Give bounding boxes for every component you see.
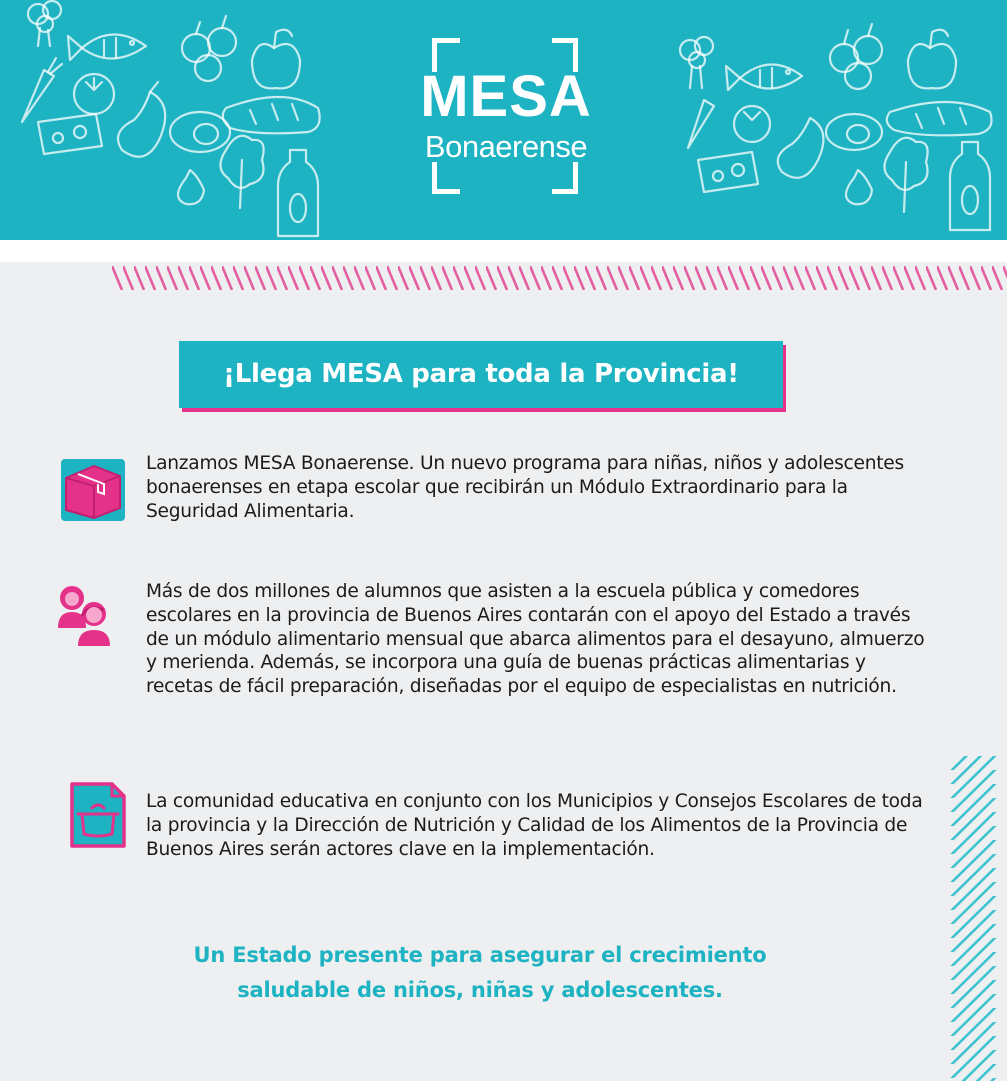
closing-line-1: Un Estado presente para asegurar el crecimiento: [193, 943, 767, 967]
divider-band: [0, 240, 1007, 262]
mesa-bonaerense-logo: [408, 38, 604, 198]
header-banner: [0, 0, 1007, 240]
title-banner: [179, 341, 783, 408]
closing-line-2: saludable de niños, niñas y adolescentes.: [237, 978, 723, 1002]
cyan-stripes-decoration: [950, 756, 1007, 1081]
recipe-pot-icon: [68, 780, 128, 850]
paragraph-students: Más de dos millones de alumnos que asisten a la escuela pública y comedores escolares en la provincia de Buenos Aires contarán con el apoyo del Estado a través de un módulo alimentario mensual que abarca alimentos para el desayuno, almuerzo y merienda. Además, se incorpora una guía de buenas prácticas alimentarias y recetas de fácil preparación, diseñadas por el equipo de especialistas en nutrición.: [146, 581, 925, 698]
food-doodles-left: [0, 0, 360, 240]
pink-stripes-decoration: [112, 266, 1007, 290]
page-title: ¡Llega MESA para toda la Provincia!: [223, 359, 739, 389]
food-doodles-right: [660, 0, 1007, 240]
logo-title: MESA: [420, 64, 592, 129]
box-icon: [58, 454, 128, 524]
logo-subtitle: Bonaerense: [424, 129, 588, 164]
paragraph-launch: Lanzamos MESA Bonaerense. Un nuevo programa para niñas, niños y adolescentes bonaerenses en etapa escolar que recibirán un Módulo Extraordinario para la Seguridad Alimentaria.: [146, 453, 904, 522]
closing-message: [140, 938, 820, 1008]
students-icon: [52, 582, 118, 648]
paragraph-community: La comunidad educativa en conjunto con los Municipios y Consejos Escolares de toda la provincia y la Dirección de Nutrición y Calidad de los Alimentos de la Provincia de Buenos Aires serán actores clave en la implementación.: [146, 791, 923, 860]
